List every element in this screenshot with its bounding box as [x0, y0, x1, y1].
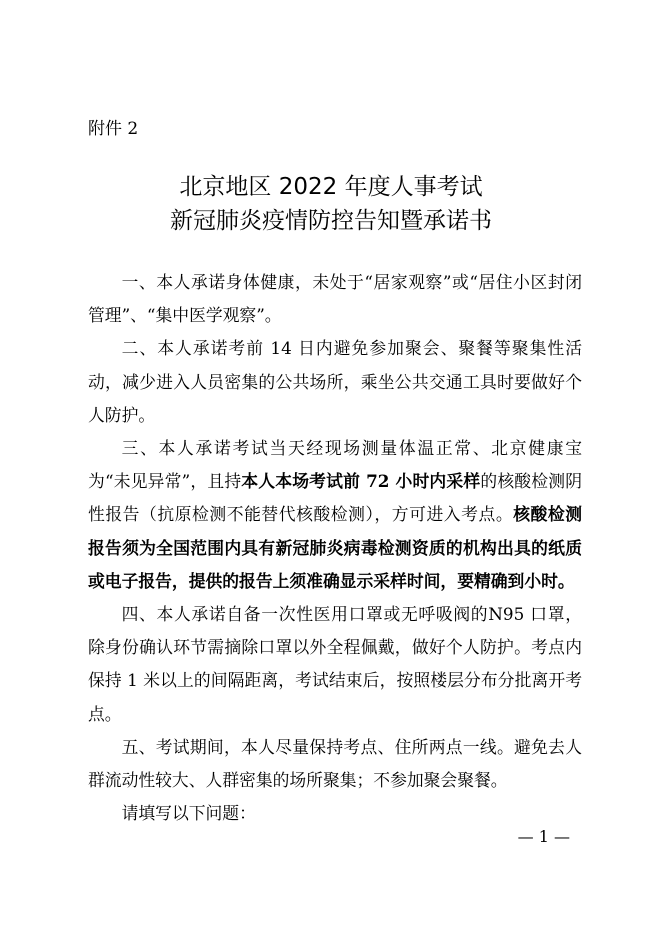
paragraph-3-text-a: 三、本人承诺考试当天经现场测量体温正常、北京健康宝为“未见异常”，且持 [88, 438, 582, 492]
document-title-line-1: 北京地区 2022 年度人事考试 [179, 174, 483, 200]
document-body [88, 266, 582, 830]
paragraph-4: 四、本人承诺自备一次性医用口罩或无呼吸阀的N95 口罩，除身份确认环节需摘除口罩以外全程佩戴，做好个人防护。考点内保持 1 米以上的间隔距离，考试结束后，按照楼层分布分批离开考点。 [88, 604, 582, 724]
paragraph-3-bold-report-requirement: 核酸检测报告须为全国范围内具有新冠肺炎病毒检测资质的机构出具的纸质或电子报告，提供的报告上须准确显示采样时间，要精确到小时。 [88, 504, 582, 591]
paragraph-3-bold-sampling: 本人本场考试前 72 小时内采样 [241, 471, 481, 492]
paragraph-3-text-c: 的核酸检测阴性报告（抗原检测不能替代核酸检测），方可进入考点。 [88, 471, 582, 525]
paragraph-6: 请填写以下问题： [121, 803, 256, 824]
attachment-label: 附件 2 [88, 119, 139, 139]
paragraph-2: 二、本人承诺考前 14 日内避免参加聚会、聚餐等聚集性活动，减少进入人员密集的公共场所，乘坐公共交通工具时要做好个人防护。 [88, 338, 582, 425]
paragraph-5: 五、考试期间，本人尽量保持考点、住所两点一线。避免去人群流动性较大、人群密集的场所聚集；不参加聚会聚餐。 [88, 736, 582, 791]
document-title-line-2: 新冠肺炎疫情防控告知暨承诺书 [170, 208, 492, 234]
paragraph-1: 一、本人承诺身体健康，未处于“居家观察”或“居住小区封闭管理”、“集中医学观察”。 [88, 272, 582, 326]
paragraph-3 [88, 432, 582, 598]
page-number: — 1 — [517, 827, 570, 846]
